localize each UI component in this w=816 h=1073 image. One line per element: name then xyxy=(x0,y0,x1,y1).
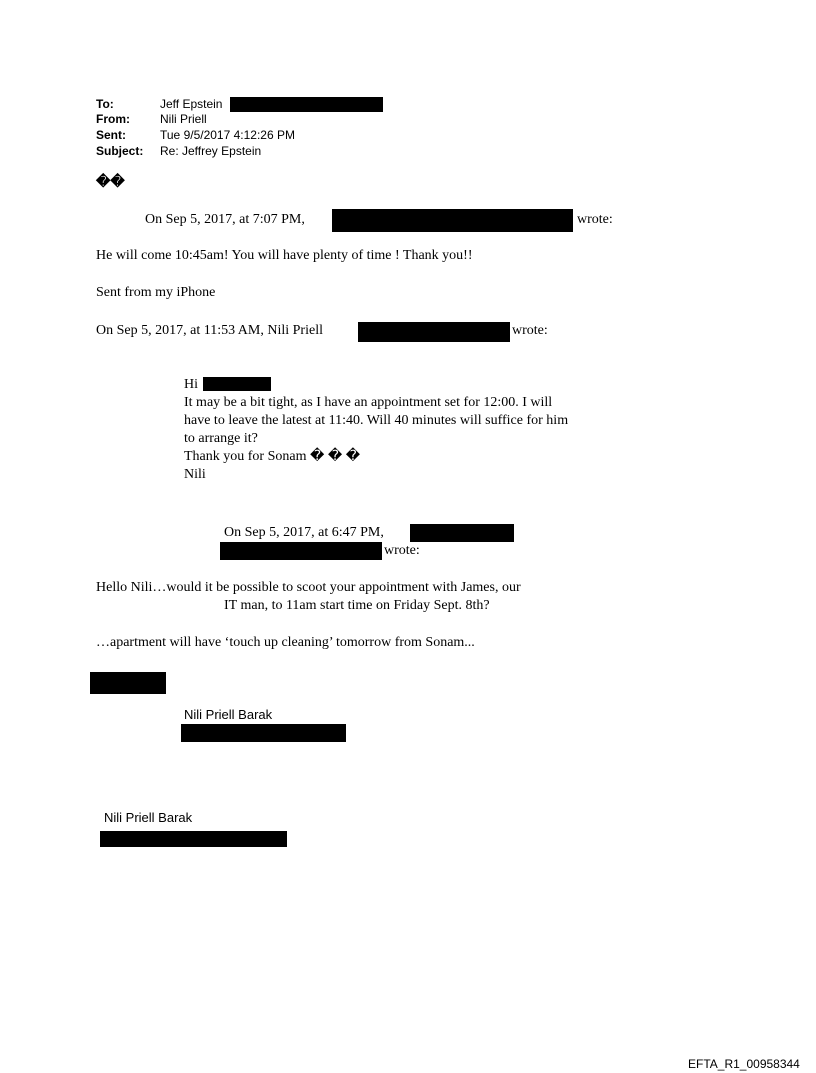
quote3-intro-suffix: wrote: xyxy=(384,543,420,558)
document-id: EFTA_R1_00958344 xyxy=(688,1057,800,1071)
quote3-intro-prefix: On Sep 5, 2017, at 6:47 PM, xyxy=(224,525,384,540)
quote1-intro-prefix: On Sep 5, 2017, at 7:07 PM, xyxy=(145,212,305,227)
garbled-glyphs: �� xyxy=(96,175,125,190)
nili-line-4: Thank you for Sonam � � � xyxy=(184,449,361,464)
nili-line-1: It may be a bit tight, as I have an appointment set for 12:00. I will xyxy=(184,395,553,410)
quote1-line: He will come 10:45am! You will have plenty of time ! Thank you!! xyxy=(96,248,473,263)
redaction-signature-2-email xyxy=(100,831,287,847)
from-label: From: xyxy=(96,112,130,126)
quote2-intro-prefix: On Sep 5, 2017, at 11:53 AM, Nili Priell xyxy=(96,323,323,338)
from-value: Nili Priell xyxy=(160,112,207,126)
signature-2-name: Nili Priell Barak xyxy=(104,810,193,825)
to-label: To: xyxy=(96,97,114,111)
nili-message xyxy=(184,376,568,484)
quote1-intro-suffix: wrote: xyxy=(577,212,613,227)
redaction-quote3-sender xyxy=(410,524,514,542)
subject-value: Re: Jeffrey Epstein xyxy=(160,144,262,158)
subject-label: Subject: xyxy=(96,144,144,158)
redaction-signature-1-contact xyxy=(181,724,346,742)
redaction-greeting-name xyxy=(203,377,271,391)
redaction-to-email xyxy=(230,97,383,112)
redaction-quote1-sender xyxy=(332,209,573,232)
sent-from-line: Sent from my iPhone xyxy=(96,285,216,300)
redaction-signature-name xyxy=(90,672,166,694)
signature-1-name: Nili Priell Barak xyxy=(184,707,273,722)
nili-line-2: have to leave the latest at 11:40. Will 40 minutes will suffice for him xyxy=(184,413,569,428)
redaction-quote3-email xyxy=(220,542,382,560)
nili-line-3: to arrange it? xyxy=(184,431,258,446)
to-value: Jeff Epstein xyxy=(160,97,223,111)
greeting: Hi xyxy=(184,377,198,392)
hello-line-2: IT man, to 11am start time on Friday Sept. 8th? xyxy=(224,598,490,613)
sent-value: Tue 9/5/2017 4:12:26 PM xyxy=(160,128,295,142)
sent-label: Sent: xyxy=(96,128,126,142)
nili-line-5: Nili xyxy=(184,467,206,482)
quote2-intro-suffix: wrote: xyxy=(512,323,548,338)
redaction-quote2-email xyxy=(358,322,510,342)
hello-line-1: Hello Nili…would it be possible to scoot your appointment with James, our xyxy=(96,580,521,595)
cleaning-line: …apartment will have ‘touch up cleaning’ tomorrow from Sonam... xyxy=(96,635,475,650)
